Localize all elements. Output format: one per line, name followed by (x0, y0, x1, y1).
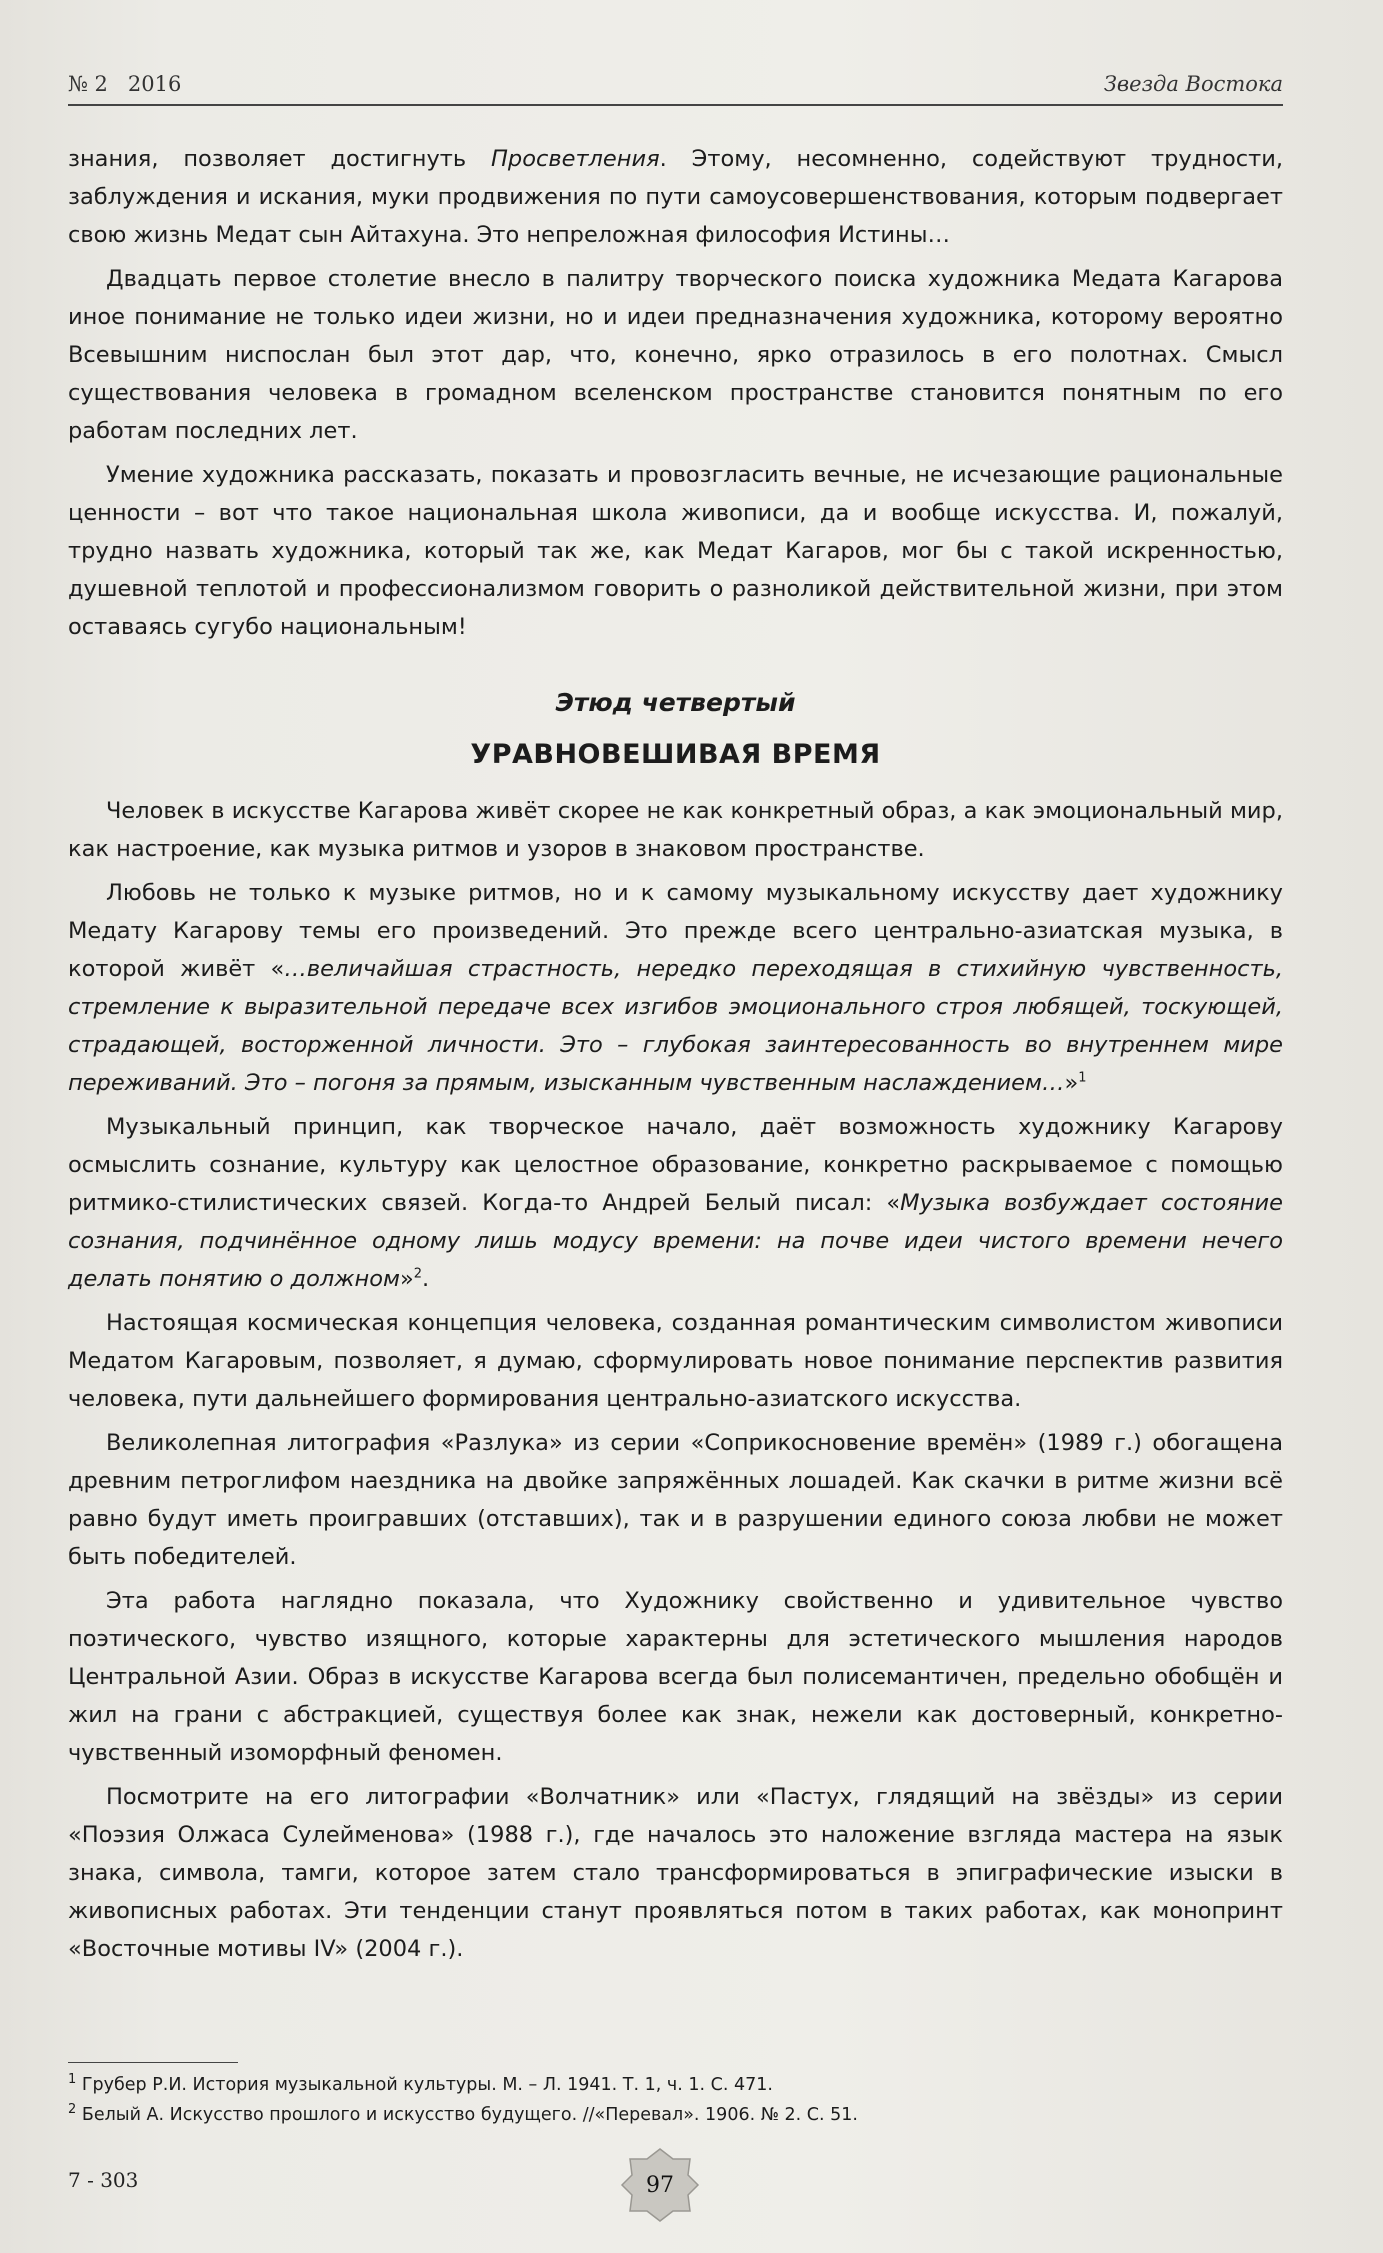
article-body (68, 140, 1283, 1974)
footnote-item (68, 2070, 1283, 2100)
text-run: Настоящая космическая концепция человека, созданная романтическим символистом живописи Медатом Кагаровым, позволяет, я думаю, сформулировать новое понимание перспектив развития человека, пути дальнейшего формирования центрально-азиатского искусства. (68, 1310, 1283, 1412)
paragraph (68, 1778, 1283, 1968)
page-number-badge (620, 2145, 700, 2225)
text-run: Посмотрите на его литографии «Волчатник» или «Пастух, глядящий на звёзды» из серии «Поэзия Олжаса Сулейменова» (1988 г.), где началось это наложение взгляда мастера на язык знака, символа, тамги, которое затем стало трансформироваться в эпиграфические изыски в живописных работах. Эти тенденции станут проявляться потом в таких работах, как монопринт «Восточные мотивы IV» (2004 г.). (68, 1784, 1283, 1962)
text-run: » (1064, 1070, 1079, 1096)
footnote-ref: 2 (413, 1266, 423, 1282)
text-run: . (422, 1266, 430, 1292)
italic-text: …величайшая страстность, нередко переходящая в стихийную чувственность, стремление к выразительной передаче всех изгибов эмоционального строя любящей, тоскующей, страдающей, восторженной личности. Это – глубокая заинтересованность во внутреннем мире переживаний. Это – погоня за прямым, изысканным чувственным наслаждением… (68, 956, 1283, 1096)
text-run: Человек в искусстве Кагарова живёт скорее не как конкретный образ, а как эмоциональный мир, как настроение, как музыка ритмов и узоров в знаковом пространстве. (68, 798, 1283, 862)
italic-text: Просветления (491, 146, 660, 172)
paragraph (68, 456, 1283, 646)
paragraphs-after-section (68, 792, 1283, 1968)
footnote-text: Грубер Р.И. История музыкальной культуры. М. – Л. 1941. Т. 1, ч. 1. С. 471. (76, 2075, 773, 2095)
paragraph (68, 140, 1283, 254)
paragraph (68, 1304, 1283, 1418)
text-run: знания, позволяет достигнуть (68, 146, 491, 172)
issue-number: № 2 2016 (68, 72, 182, 96)
footnote-ref: 1 (1078, 1070, 1087, 1086)
paragraphs-before-section (68, 140, 1283, 646)
text-run: Двадцать первое столетие внесло в палитру творческого поиска художника Медата Кагарова иное понимание не только идеи жизни, но и идеи предназначения художника, которому вероятно Всевышним ниспослан был этот дар, что, конечно, ярко отразилось в его полотнах. Смысл существования человека в громадном вселенском пространстве становится понятным по его работам последних лет. (68, 266, 1283, 444)
footnote-item (68, 2100, 1283, 2130)
paragraph (68, 260, 1283, 450)
signature-mark: 7 - 303 (68, 2168, 139, 2192)
paragraph (68, 1108, 1283, 1298)
paragraph (68, 1582, 1283, 1772)
footnote-number: 2 (68, 2102, 77, 2118)
footnote-text: Белый А. Искусство прошлого и искусство будущего. //«Перевал». 1906. № 2. С. 51. (76, 2105, 858, 2125)
paragraph (68, 792, 1283, 868)
text-run: . Этому, несомненно, содействуют трудности, заблуждения и искания, муки продвижения по пути самоусовершенствования, которым подвергает свою жизнь Медат сын Айтахуна. Это непреложная философия Истины… (68, 146, 1283, 248)
text-run: » (399, 1266, 414, 1292)
text-run: Эта работа наглядно показала, что Художнику свойственно и удивительное чувство поэтического, чувство изящного, которые характерны для эстетического мышления народов Центральной Азии. Образ в искусстве Кагарова всегда был полисемантичен, предельно обобщён и жил на грани с абстракцией, существуя более как знак, нежели как достоверный, конкретно-чувственный изоморфный феномен. (68, 1588, 1283, 1766)
footnote-number: 1 (68, 2072, 77, 2088)
page-number: 97 (646, 2172, 674, 2198)
section-label: Этюд четвертый (555, 688, 796, 717)
italic-text: Музыка возбуждает состояние сознания, подчинённое одному лишь модусу времени: на почве идеи чистого времени нечего делать понятию о должном (68, 1190, 1283, 1292)
text-run: Великолепная литография «Разлука» из серии «Соприкосновение времён» (1989 г.) обогащена древним петроглифом наездника на двойке запряжённых лошадей. Как скачки в ритме жизни всё равно будут иметь проигравших (отставших), так и в разрушении единого союза любви не может быть победителей. (68, 1430, 1283, 1570)
text-run: Музыкальный принцип, как творческое начало, даёт возможность художнику Кагарову осмыслить сознание, культуру как целостное образование, конкретно раскрываемое с помощью ритмико-стилистических связей. Когда-то Андрей Белый писал: « (68, 1114, 1283, 1216)
paragraph (68, 874, 1283, 1102)
paragraph (68, 1424, 1283, 1576)
footnotes (68, 2070, 1283, 2130)
section-title: УРАВНОВЕШИВАЯ ВРЕМЯ (470, 739, 881, 770)
text-run: Умение художника рассказать, показать и провозгласить вечные, не исчезающие рациональные ценности – вот что такое национальная школа живописи, да и вообще искусства. И, пожалуй, трудно назвать художника, который так же, как Медат Кагаров, мог бы с такой искренностью, душевной теплотой и профессионализмом говорить о разноликой действительной жизни, при этом оставаясь сугубо национальным! (68, 462, 1283, 640)
text-run: Любовь не только к музыке ритмов, но и к самому музыкальному искусству дает художнику Медату Кагарову темы его произведений. Это прежде всего центрально-азиатская музыка, в которой живёт « (68, 880, 1283, 982)
running-header (68, 72, 1283, 106)
footnote-divider (68, 2062, 238, 2063)
journal-title: Звезда Востока (1103, 72, 1283, 96)
